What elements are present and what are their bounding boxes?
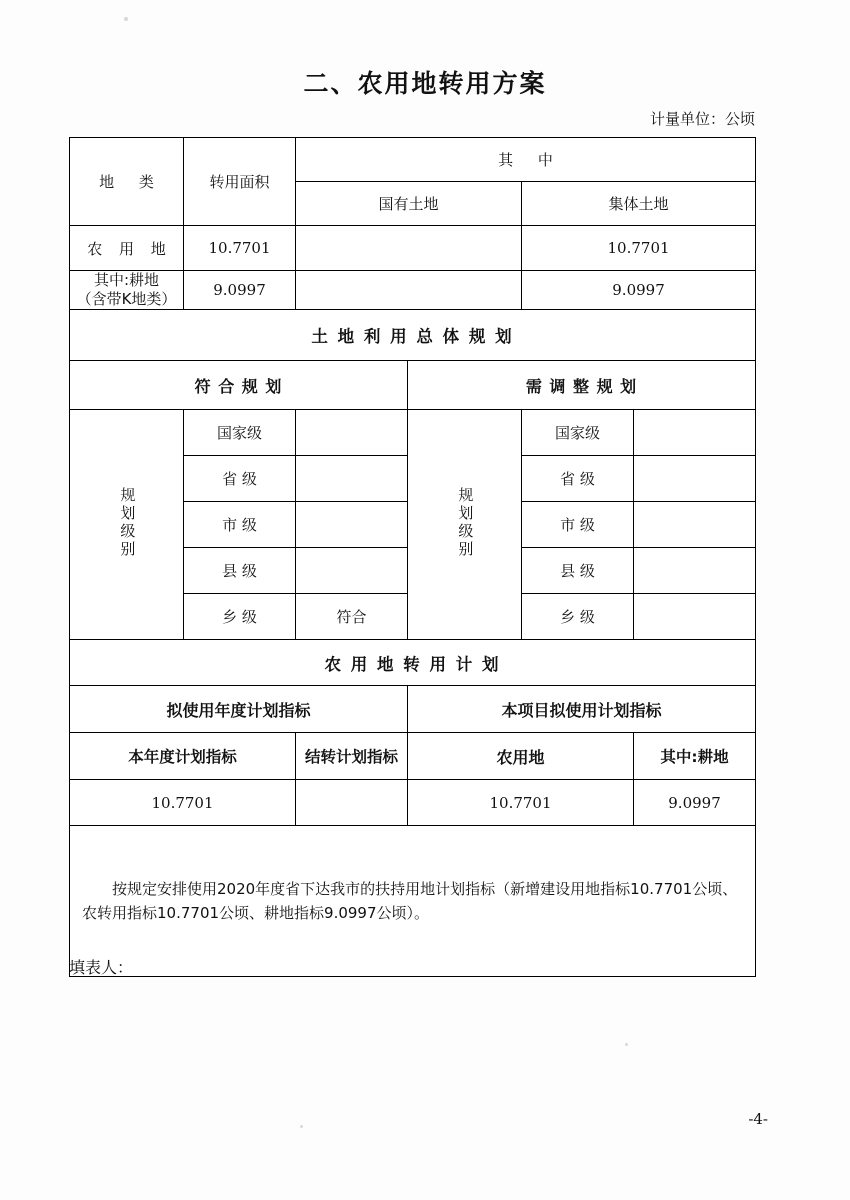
- cultivated-label-line1: 其中:耕地: [93, 271, 160, 290]
- cell-agricultural-state-owned: [296, 226, 522, 271]
- right-level-value-national: [634, 410, 756, 456]
- right-level-name-provincial: 省 级: [522, 456, 634, 502]
- plan-level-row-national: [70, 410, 756, 456]
- left-plan-level-label: [70, 410, 184, 640]
- quota-group-header-row: [70, 686, 756, 733]
- value-current-year-quota: 10.7701: [70, 780, 296, 826]
- header-convert-area: 转用面积: [184, 138, 296, 226]
- right-level-value-city: [634, 502, 756, 548]
- left-plan-level-text: 规划级别: [118, 486, 137, 559]
- scan-speck: [625, 1043, 628, 1046]
- cultivated-label-line2: （含带K地类）: [76, 290, 177, 308]
- left-level-value-county: [296, 548, 408, 594]
- left-level-name-city: 市 级: [184, 502, 296, 548]
- right-level-name-national: 国家级: [522, 410, 634, 456]
- left-level-name-national: 国家级: [184, 410, 296, 456]
- left-level-name-county: 县 级: [184, 548, 296, 594]
- cell-agricultural-convert-area: 10.7701: [184, 226, 296, 271]
- right-level-value-provincial: [634, 456, 756, 502]
- section-banner-row: [70, 640, 756, 686]
- header-state-owned-land: 国有土地: [296, 182, 522, 226]
- header-current-year-quota: 本年度计划指标: [70, 733, 296, 780]
- note-text: 按规定安排使用2020年度省下达我市的扶持用地计划指标（新增建设用地指标10.7701公顷、农转用指标10.7701公顷、耕地指标9.0997公顷）。: [82, 880, 738, 922]
- form-filler-label: 填表人：: [69, 958, 134, 977]
- header-land-type: 地 类: [70, 138, 184, 226]
- cell-cultivated-convert-area: 9.0997: [184, 271, 296, 310]
- quota-column-header-row: [70, 733, 756, 780]
- value-cultivated-quota: 9.0997: [634, 780, 756, 826]
- table-header-row: [70, 138, 756, 182]
- banner-conversion-plan: 农 用 地 转 用 计 划: [70, 640, 756, 686]
- cell-cultivated-state-owned: [296, 271, 522, 310]
- page-number: -4-: [748, 1110, 768, 1128]
- header-needs-plan-adjustment: 需 调 整 规 划: [408, 361, 756, 410]
- header-agricultural-land-quota: 农用地: [408, 733, 634, 780]
- header-among-which: 其 中: [296, 138, 756, 182]
- header-annual-plan-quota-group: 拟使用年度计划指标: [70, 686, 408, 733]
- section-banner-row: [70, 310, 756, 361]
- table-row: [70, 226, 756, 271]
- right-level-name-township: 乡 级: [522, 594, 634, 640]
- right-level-value-township: [634, 594, 756, 640]
- left-level-value-national: [296, 410, 408, 456]
- header-cultivated-quota: 其中:耕地: [634, 733, 756, 780]
- header-project-plan-quota-group: 本项目拟使用计划指标: [408, 686, 756, 733]
- left-level-value-provincial: [296, 456, 408, 502]
- right-level-value-county: [634, 548, 756, 594]
- left-level-name-provincial: 省 级: [184, 456, 296, 502]
- note-cell: [70, 826, 756, 977]
- table-row: [70, 271, 756, 310]
- row-label-cultivated-land: [70, 271, 184, 310]
- note-row: [70, 826, 756, 977]
- left-level-value-township: 符合: [296, 594, 408, 640]
- banner-land-use-master-plan: 土 地 利 用 总 体 规 划: [70, 310, 756, 361]
- cell-agricultural-collective: 10.7701: [522, 226, 756, 271]
- right-level-name-county: 县 级: [522, 548, 634, 594]
- measurement-unit-label: 计量单位：公顷: [649, 110, 755, 128]
- quota-values-row: [70, 780, 756, 826]
- left-level-value-city: [296, 502, 408, 548]
- plan-group-header-row: [70, 361, 756, 410]
- right-level-name-city: 市 级: [522, 502, 634, 548]
- header-collective-land: 集体土地: [522, 182, 756, 226]
- row-label-agricultural-land: 农 用 地: [70, 226, 184, 271]
- page-title: 二、农用地转用方案: [303, 69, 547, 98]
- right-plan-level-text: 规划级别: [456, 486, 475, 559]
- cell-cultivated-collective: 9.0997: [522, 271, 756, 310]
- right-plan-level-label: [408, 410, 522, 640]
- value-agricultural-land-quota: 10.7701: [408, 780, 634, 826]
- scan-speck: [124, 17, 128, 21]
- value-carryover-quota: [296, 780, 408, 826]
- land-conversion-table: [69, 137, 755, 977]
- left-level-name-township: 乡 级: [184, 594, 296, 640]
- header-carryover-quota: 结转计划指标: [296, 733, 408, 780]
- header-conforms-to-plan: 符 合 规 划: [70, 361, 408, 410]
